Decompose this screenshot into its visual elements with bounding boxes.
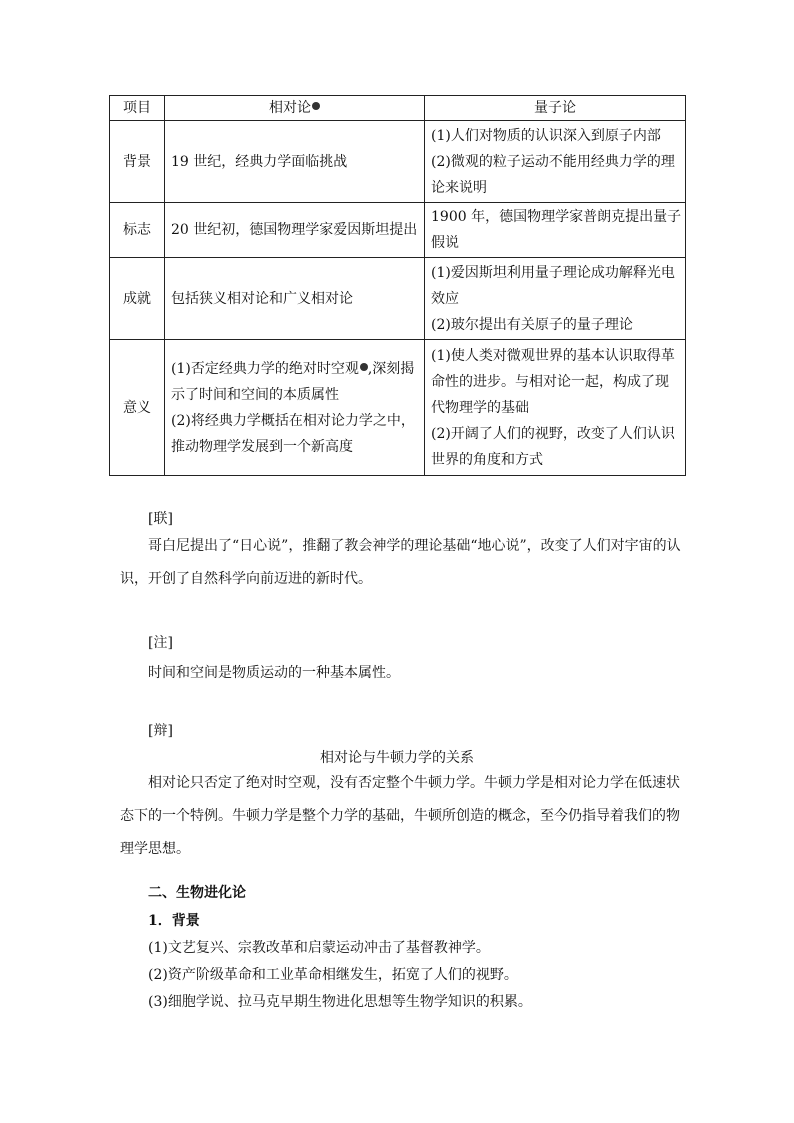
- quantum-cell: [425, 258, 686, 340]
- annotation-marker-icon: [312, 102, 320, 110]
- cell-line: 包括狭义相对论和广义相对论: [171, 290, 353, 307]
- cell-line: 假说: [431, 235, 459, 251]
- cell-line: 20 世纪初，德国物理学家爱因斯坦提出: [171, 222, 418, 238]
- row-label: 意义: [110, 340, 165, 476]
- cell-line: 1900 年，德国物理学家普朗克提出量子: [431, 209, 682, 225]
- relativity-cell: [165, 121, 425, 203]
- quantum-cell: [425, 203, 686, 258]
- header-relativity: 相对论: [165, 96, 425, 121]
- note-tag-lian: [联]: [148, 511, 173, 527]
- row-label: 标志: [110, 203, 165, 258]
- cell-line: (1)人们对物质的认识深入到原子内部: [431, 127, 661, 144]
- section-item: (1)文艺复兴、宗教改革和启蒙运动冲击了基督教神学。: [148, 940, 490, 956]
- note-tag-zhu: [注]: [148, 635, 173, 651]
- section-item: (2)资产阶级革命和工业革命相继发生，拓宽了人们的视野。: [148, 967, 518, 983]
- cell-line: 示了时间和空间的本质属性: [171, 386, 339, 403]
- cell-line: (1)爱因斯坦利用量子理论成功解释光电: [431, 264, 675, 281]
- row-label: 背景: [110, 121, 165, 203]
- table-header-row: [110, 96, 686, 121]
- cell-line: 论来说明: [431, 179, 487, 196]
- cell-line: (1)否定经典力学的绝对时空观 ,深刻揭: [171, 360, 415, 377]
- cell-line: 代物理学的基础: [431, 399, 529, 416]
- table-row: [110, 340, 686, 476]
- relativity-cell: [165, 258, 425, 340]
- table-row: [110, 121, 686, 203]
- cell-line: 命性的进步。与相对论一起，构成了现: [431, 373, 669, 390]
- cell-line: 19 世纪，经典力学面临挑战: [171, 153, 348, 170]
- header-quantum: 量子论: [425, 96, 686, 121]
- relativity-cell: [165, 340, 425, 476]
- note-tag-bian: [辩]: [148, 723, 173, 739]
- note-text-zhu: 时间和空间是物质运动的一种基本属性。: [148, 665, 400, 681]
- cell-line: 世界的角度和方式: [431, 451, 543, 468]
- cell-line: (2)将经典力学概括在相对论力学之中，: [171, 412, 415, 429]
- cell-line: (1)使人类对微观世界的基本认识取得革: [431, 347, 675, 364]
- table-row: [110, 203, 686, 258]
- cell-line: 推动物理学发展到一个新高度: [171, 438, 353, 455]
- cell-line: (2)开阔了人们的视野，改变了人们认识: [431, 425, 675, 442]
- section-subheading: 1．背景: [148, 913, 200, 929]
- annotation-marker-icon: [360, 363, 368, 371]
- header-item: 项目: [110, 96, 165, 121]
- note-text-lian: 哥白尼提出了“日心说”，推翻了教会神学的理论基础“地心说”，改变了人们对宇宙的认识，开创了自然科学向前迈进的新时代。: [120, 538, 681, 587]
- quantum-cell: [425, 340, 686, 476]
- note-text-bian: 相对论只否定了绝对时空观，没有否定整个牛顿力学。牛顿力学是相对论力学在低速状态下的一个特例。牛顿力学是整个力学的基础，牛顿所创造的概念，至今仍指导着我们的物理学思想。: [120, 775, 680, 857]
- quantum-cell: [425, 121, 686, 203]
- section-item: (3)细胞学说、拉马克早期生物进化思想等生物学知识的积累。: [148, 994, 532, 1010]
- comparison-table: [109, 95, 686, 476]
- cell-line: (2)玻尔提出有关原子的量子理论: [431, 316, 633, 333]
- cell-line: (2)微观的粒子运动不能用经典力学的理: [431, 153, 675, 170]
- note-title-bian: 相对论与牛顿力学的关系: [320, 750, 474, 766]
- table-row: [110, 258, 686, 340]
- section-heading: 二、生物进化论: [148, 885, 246, 901]
- relativity-cell: [165, 203, 425, 258]
- row-label: 成就: [110, 258, 165, 340]
- cell-line: 效应: [431, 290, 459, 307]
